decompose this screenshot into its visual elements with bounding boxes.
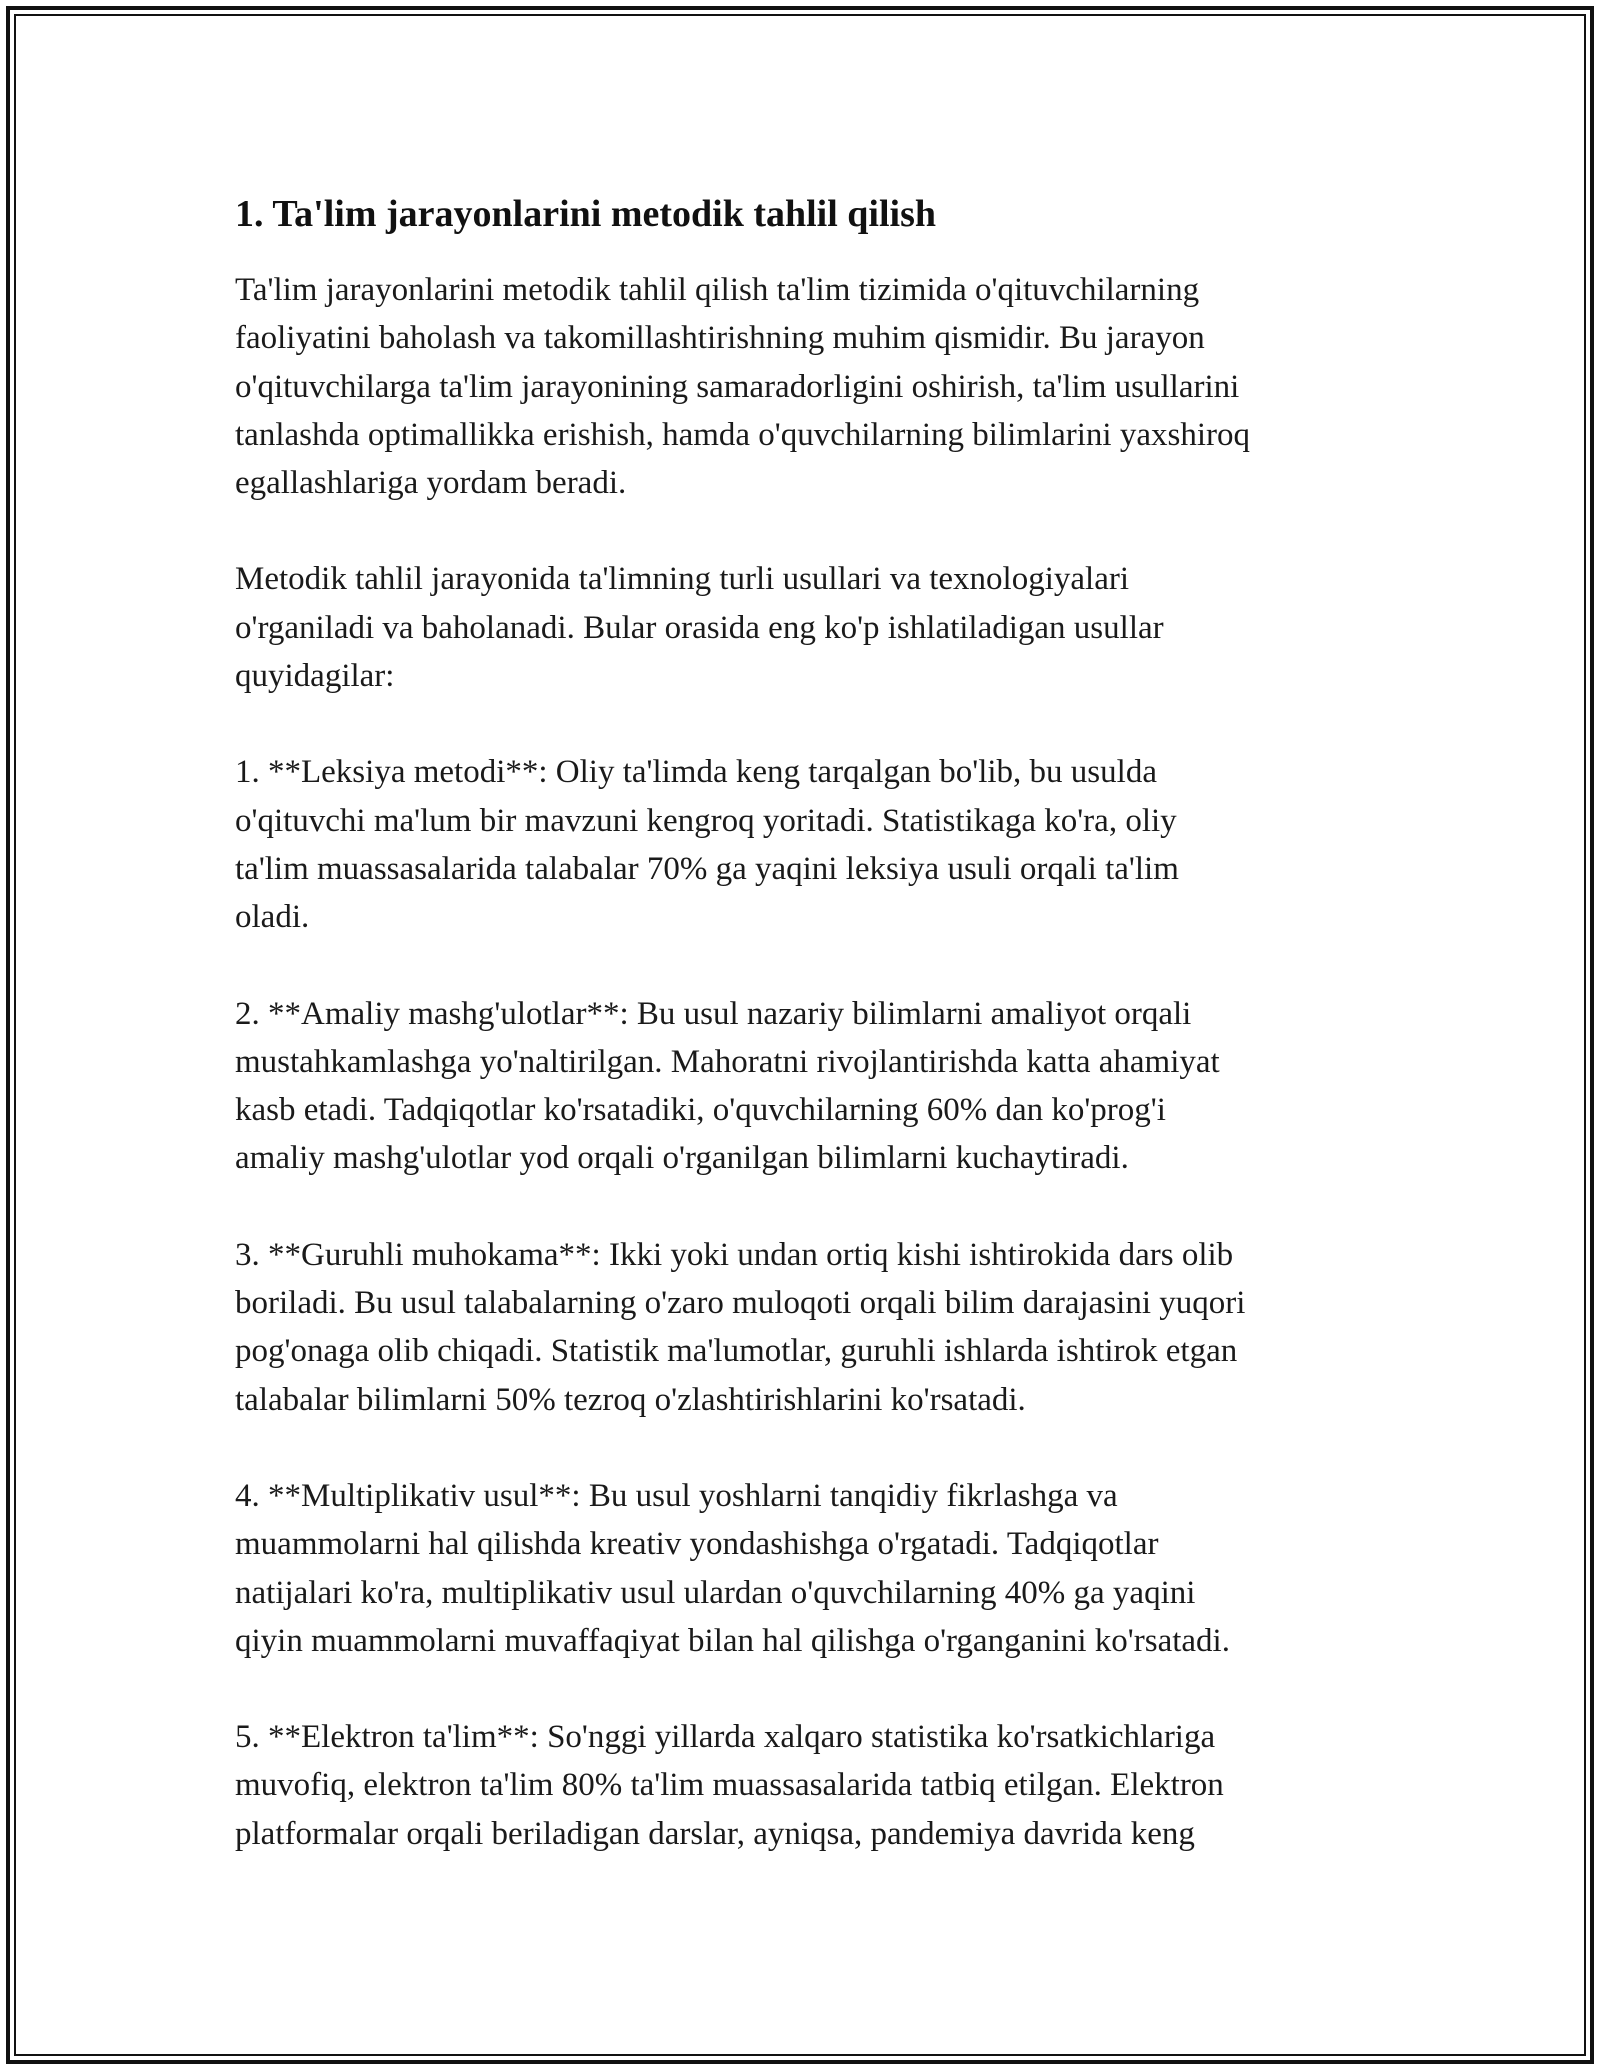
section-title: 1. Ta'lim jarayonlarini metodik tahlil qilish [235, 193, 937, 235]
paragraph-methods-overview: Metodik tahlil jarayonida ta'limning turli usullari va texnologiyalari o'rganiladi va baholanadi. Bular orasida eng ko'p ishlatiladigan usullar quyidagilar: [235, 561, 1164, 695]
list-item-practical-sessions: 2. **Amaliy mashg'ulotlar**: Bu usul nazariy bilimlarni amaliyot orqali mustahkamlashga yo'naltirilgan. Mahoratni rivojlantirishda katta ahamiyat kasb etadi. Tadqiqotlar ko'rsatadiki, o'quvchilarning 60% dan ko'prog'i amaliy mashg'ulotlar yod orqali o'rganilgan bilimlarni kuchaytiradi. [235, 995, 1220, 1177]
document-body [235, 188, 1375, 1858]
list-item-multiplicative-method: 4. **Multiplikativ usul**: Bu usul yoshlarni tanqidiy fikrlashga va muammolarni hal qilishda kreativ yondashishga o'rgatadi. Tadqiqotlar natijalari ko'ra, multiplikativ usul ulardan o'quvchilarning 40% ga yaqini qiyin muammolarni muvaffaqiyat bilan hal qilishga o'rganganini ko'rsatadi. [235, 1477, 1230, 1659]
list-item-e-learning: 5. **Elektron ta'lim**: So'nggi yillarda xalqaro statistika ko'rsatkichlariga muvofiq, elektron ta'lim 80% ta'lim muassasalarida tatbiq etilgan. Elektron platformalar orqali beriladigan darslar, ayniqsa, pandemiya davrida keng [235, 1719, 1224, 1852]
list-item-lecture-method: 1. **Leksiya metodi**: Oliy ta'limda keng tarqalgan bo'lib, bu usulda o'qituvchi ma'lum bir mavzuni kengroq yoritadi. Statistikaga ko'ra, oliy ta'lim muassasalarida talabalar 70% ga yaqini leksiya usuli orqali ta'lim oladi. [235, 754, 1179, 936]
list-item-group-discussion: 3. **Guruhli muhokama**: Ikki yoki undan ortiq kishi ishtirokida dars olib boriladi. Bu usul talabalarning o'zaro muloqoti orqali bilim darajasini yuqori pog'onaga olib chiqadi. Statistik ma'lumotlar, guruhli ishlarda ishtirok etgan talabalar bilimlarni 50% tezroq o'zlashtirishlarini ko'rsatadi. [235, 1236, 1246, 1418]
paragraph-intro: Ta'lim jarayonlarini metodik tahlil qilish ta'lim tizimida o'qituvchilarning faoliyatini baholash va takomillashtirishning muhim qismidir. Bu jarayon o'qituvchilarga ta'lim jarayonining samaradorligini oshirish, ta'lim usullarini tanlashda optimallikka erishish, hamda o'quvchilarning bilimlarini yaxshiroq egallashlariga yordam beradi. [235, 272, 1250, 502]
